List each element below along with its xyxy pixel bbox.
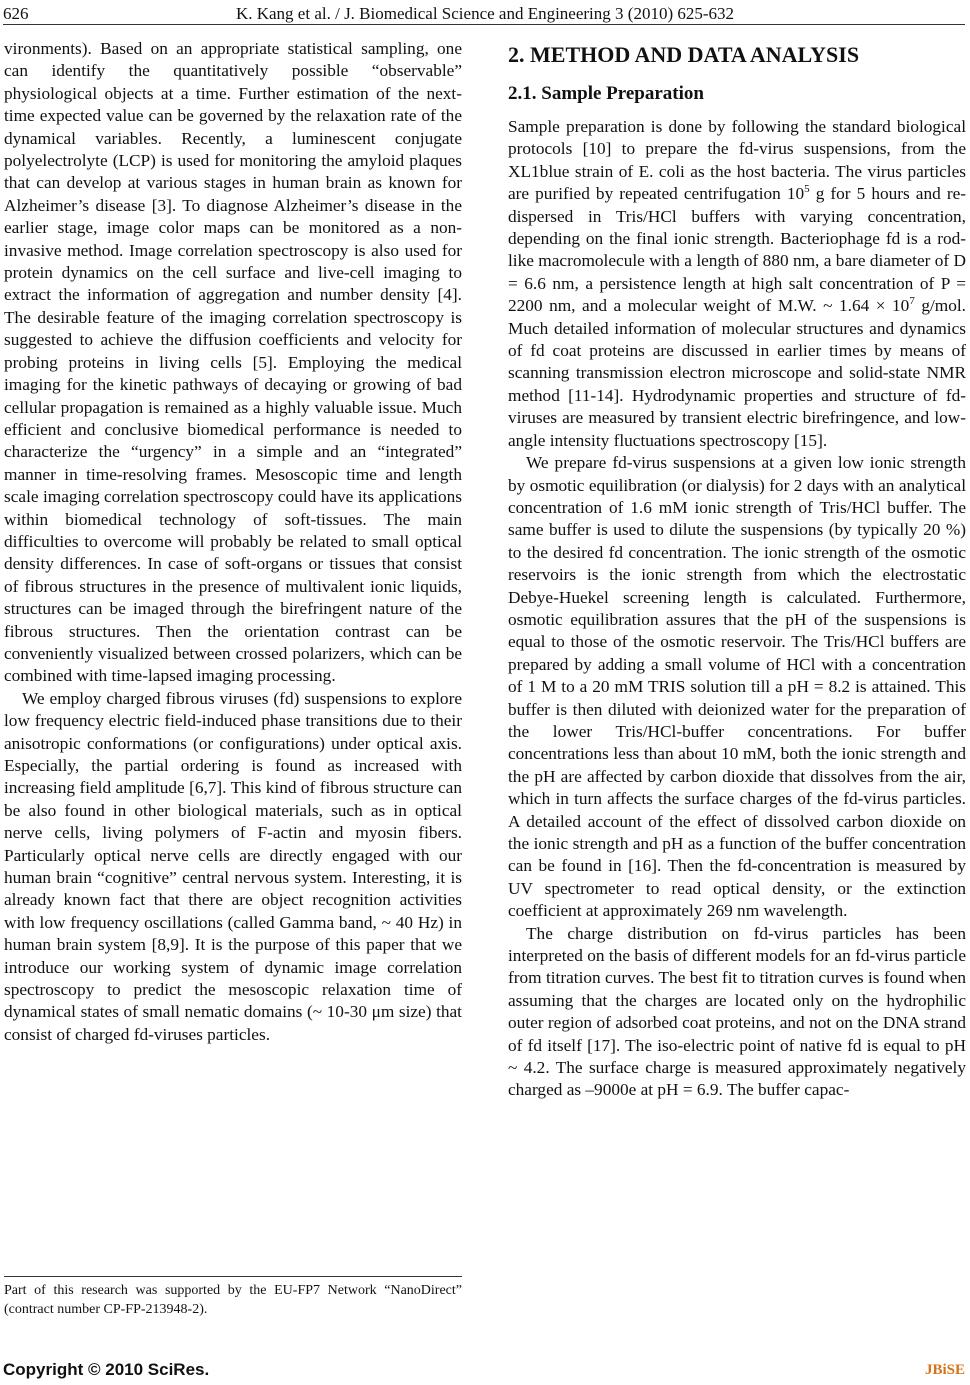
copyright-notice: Copyright © 2010 SciRes. <box>3 1360 210 1379</box>
section-title: 2. METHOD AND DATA ANALYSIS <box>508 42 860 67</box>
paragraph-text: g/mol. Much detailed information of molecular structures and dynamics of fd coat proteins are discussed in earlier times by means of scanning transmission electron microscope and solid-state NMR method [11-14]. Hydrodynamic properties and structure of fd-viruses are measured by transient electric birefringence, and low-angle intensity fluctuations spectroscopy [15]. <box>508 296 967 450</box>
right-column <box>508 38 966 1102</box>
paragraph: We employ charged fibrous viruses (fd) suspensions to explore low frequency electric field-induced phase transitions due to their anisotropic conformations (or configurations) under optical axis. Especially, the partial ordering is found as increased with increasing field amplitude [6,7]. This kind of fibrous structure can be also found in other biological materials, such as in optical nerve cells, living polymers of F-actin and myosin fibers. Particularly optical nerve cells are directly engaged with our human brain “cognitive” central nervous system. Interesting, it is already known fact that there are object recognition activities with low frequency oscillations (called Gamma band, ~ 40 Hz) in human brain system [8,9]. It is the purpose of this paper that we introduce our working system of dynamic image correlation spectroscopy to predict the mesoscopic relaxation time of dynamical states of small nematic domains (~ 10-30 μm size) that consist of charged fd-viruses particles. <box>4 688 462 1044</box>
paragraph: We prepare fd-virus suspensions at a given low ionic strength by osmotic equilibration (or dialysis) for 2 days with an analytical concentration of 1.6 mM ionic strength of Tris/HCl buffer. The same buffer is used to dilute the suspensions (by typically 20 %) to the desired fd concentration. The ionic strength of the osmotic reservoirs is the ionic strength from which the electrostatic Debye-Huekel screening length is calculated. Furthermore, osmotic equilibration assures that the pH of the suspensions is equal to those of the osmotic reservoir. The Tris/HCl buffers are prepared by adding a small volume of HCl with a concentration of 1 M to a 20 mM TRIS solution till a pH = 8.2 is attained. This buffer is then diluted with deionized water for the preparation of the lower Tris/HCl-buffer concentrations. For buffer concentrations less than about 10 mM, both the ionic strength and the pH are affected by carbon dioxide that dissolves from the air, which in turn affects the surface charges of the fd-virus particles. A detailed account of the effect of dissolved carbon dioxide on the ionic strength and pH as a function of the buffer concentration can be found in [16]. Then the fd-concentration is measured by UV spectrometer to read optical density, or the extinction coefficient at approximately 269 nm wavelength. <box>508 453 966 921</box>
page-footer <box>0 1360 970 1382</box>
paragraph <box>508 116 966 452</box>
paragraph-text: Sample preparation is done by following the standard biological protocols [10] to prepare the fd-virus suspensions, from the XL1blue strain of E. coli as the host bacteria. The virus particles are purified by repeated centrifugation 10 <box>508 117 966 204</box>
footnote: Part of this research was supported by the EU-FP7 Network “NanoDirect” (contract number CP-FP-213948-2). <box>4 1283 462 1317</box>
superscript: 7 <box>909 295 915 308</box>
paragraph: The charge distribution on fd-virus particles has been interpreted on the basis of different models for an fd-virus particle from titration curves. The best fit to titration curves is found when assuming that the charges are located only on the hydrophilic outer region of adsorbed coat proteins, and not on the DNA strand of fd itself [17]. The iso-electric point of native fd is equal to pH ~ 4.2. The surface charge is measured approximately negatively charged as –9000e at pH = 6.9. The buffer capac- <box>508 923 966 1100</box>
superscript: 5 <box>804 183 810 196</box>
left-column <box>4 38 462 1046</box>
footnote-divider <box>4 1276 462 1277</box>
page-number: 626 <box>3 4 29 23</box>
journal-logo: JBiSE <box>924 1362 965 1378</box>
subsection-title: 2.1. Sample Preparation <box>508 83 704 104</box>
paragraph-text: g for 5 hours and re-dispersed in Tris/HCl buffers with varying concentration, depending on the final ionic strength. Bacteriophage fd is a rod-like macromolecule with a length of 880 nm, a bare diameter of D = 6.6 nm, a persistence length at high salt concentration of P = 2200 nm, and a molecular weight of M.W. ~ 1.64 × 10 <box>508 184 966 316</box>
header-divider <box>3 24 965 25</box>
running-head: K. Kang et al. / J. Biomedical Science and Engineering 3 (2010) 625-632 <box>235 4 735 23</box>
paragraph: vironments). Based on an appropriate statistical sampling, one can identify the quantitatively possible “observable” physiological objects at a time. Further estimation of the next-time expected value can be governed by the relaxation rate of the dynamical variables. Recently, a luminescent conjugate polyelectrolyte (LCP) is used for monitoring the amyloid plaques that can develop at various stages in human brain as known for Alzheimer’s disease [3]. To diagnose Alzheimer’s disease in the earlier stage, image color maps can be monitored as a non-invasive method. Image correlation spectroscopy is also used for protein dynamics on the cell surface and live-cell imaging to extract the information of aggregation and number density [4]. The desirable feature of the imaging correlation spectroscopy is suggested to achieve the diffusion coefficients and velocity for probing proteins in living cells [5]. Employing the medical imaging for the kinetic pathways of decaying or growing of bad cellular propagation is remained as a highly valuable issue. Much efficient and conclusive biomedical performance is needed to characterize the “urgency” in a simple and an “integrated” manner in time-resolving frames. Mesoscopic time and length scale imaging correlation spectroscopy could have its applications within biomedical technology of soft-tissues. The main difficulties to overcome will probably be related to small optical density differences. In case of soft-organs or tissues that consist of fibrous structures in the presence of multivalent ionic liquids, structures can be imaged through the birefringent nature of the fibrous structures. Then the orientation contrast can be conveniently visualized between crossed polarizers, which can be combined with time-lapsed imaging processing. <box>4 39 462 686</box>
